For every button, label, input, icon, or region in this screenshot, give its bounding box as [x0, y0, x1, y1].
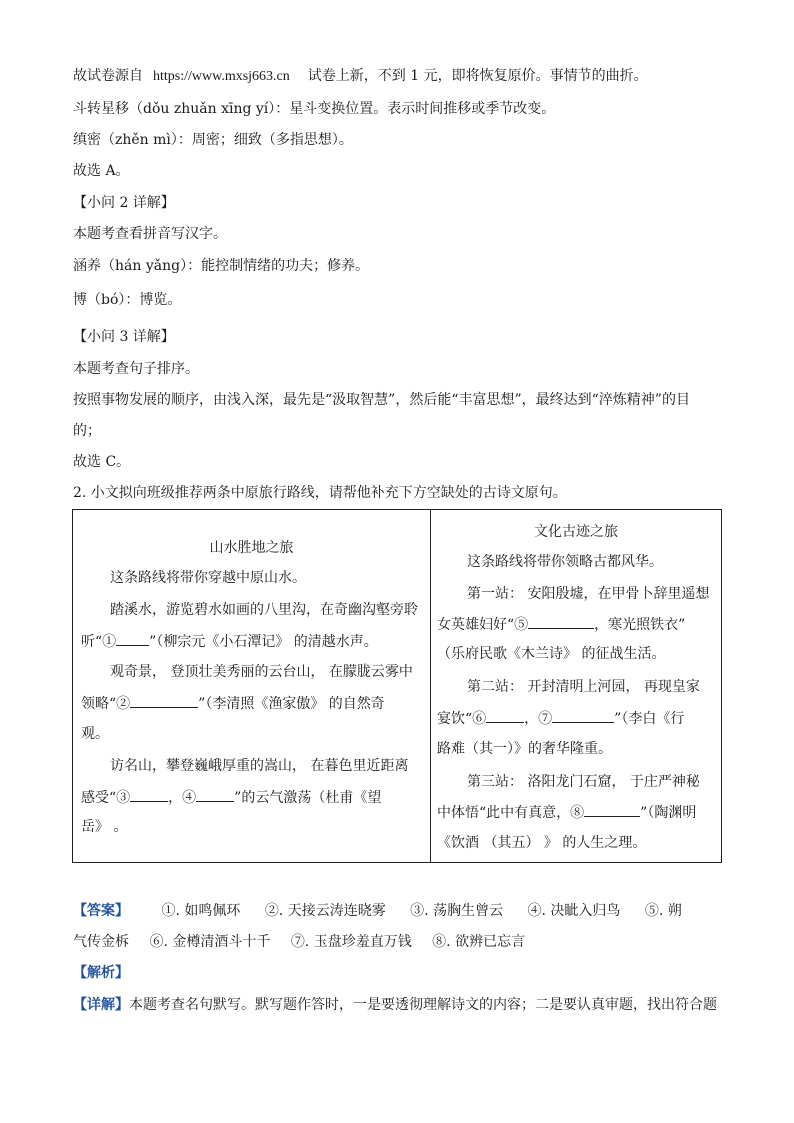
- blank-8[interactable]: [584, 802, 640, 817]
- analysis-heading: 【解析】: [73, 965, 129, 981]
- stop2-line1: 第二站： 开封清明上河园， 再现皇家: [467, 679, 700, 695]
- route-cell-culture: [431, 510, 722, 863]
- route-para3-line2: 感受“③ ，④ ”的云气激荡（杜甫《望: [81, 787, 381, 808]
- route-para2-line2: 领略“② ”（李清照《渔家傲》 的自然奇: [81, 693, 385, 714]
- blank-3[interactable]: [130, 787, 168, 802]
- source-url[interactable]: https://www.mxsj663.cn: [153, 69, 290, 84]
- analysis-detail: [73, 995, 717, 1015]
- line-bo: 博（bó）：博览。: [73, 292, 182, 308]
- route-intro-landscape: 这条路线将带你穿越中原山水。: [110, 570, 306, 586]
- answer-item-8: ⑧. 欲辨已忘言: [432, 934, 526, 950]
- line-order-reason-cont: 的；: [73, 423, 101, 439]
- stop3-line1: 第三站： 洛阳龙门石窟， 于庄严神秘: [467, 774, 700, 790]
- route-para2-line1: 观奇景， 登顶壮美秀丽的云台山， 在朦胧云雾中: [110, 664, 413, 680]
- line-q2-desc: 本题考查看拼音写汉字。: [73, 226, 227, 242]
- answer-item-4: ④. 决眦入归鸟: [527, 903, 621, 919]
- line-hanyang: 涵养（hán yǎng）：能控制情绪的功夫；修养。: [73, 258, 370, 274]
- answer-line-2: [73, 932, 525, 952]
- blank-5[interactable]: [528, 614, 594, 629]
- detail-text: 本题考查名句默写。默写题作答时，一是要透彻理解诗文的内容；二是要认真审题，找出符合题: [129, 997, 717, 1013]
- answer-item-6: ⑥. 金樽清酒斗十千: [149, 934, 271, 950]
- answer-item-1: ①. 如鸣佩环: [161, 903, 241, 919]
- answer-item-2: ②. 天接云涛连晓雾: [264, 903, 386, 919]
- blank-4[interactable]: [196, 787, 234, 802]
- answer-item-5-cont: 气传金柝: [73, 934, 129, 950]
- answer-label: 【答案】: [73, 903, 129, 919]
- stop3-line3: 《饮酒 （其五） 》 的人生之理。: [437, 835, 647, 851]
- section-q3-heading: 【小问 3 详解】: [73, 329, 175, 345]
- stop3-line2: 中体悟“此中有真意，⑧ ”（陶渊明: [437, 802, 696, 823]
- route-title-culture: 文化古迹之旅: [534, 524, 618, 540]
- routes-table: [72, 509, 722, 863]
- route-title-landscape: 山水胜地之旅: [209, 540, 294, 556]
- line-source: [73, 66, 648, 87]
- route-cell-landscape: [73, 510, 431, 863]
- line-q3-desc: 本题考查句子排序。: [73, 361, 199, 377]
- section-q2-heading: 【小问 2 详解】: [73, 195, 175, 211]
- route-para2-line3: 观。: [81, 726, 109, 742]
- answer-item-5: ⑤. 朔: [644, 903, 682, 919]
- route-para1-line2: 听“① ”（柳宗元《小石潭记》 的清越水声。: [81, 631, 378, 652]
- route-intro-culture: 这条路线将带你领略古都风华。: [467, 554, 663, 570]
- stop1-line2: 女英雄妇好“⑤ ，寒光照铁衣”: [437, 614, 685, 635]
- question-2-prompt: 2. 小文拟向班级推荐两条中原旅行路线，请帮他补充下方空缺处的古诗文原句。: [73, 485, 567, 501]
- answer-item-7: ⑦. 玉盘珍羞直万钱: [290, 934, 412, 950]
- line-douzhuanxingyi: 斗转星移（dǒu zhuǎn xīng yí）：星斗变换位置。表示时间推移或季节改变。: [73, 101, 556, 117]
- route-para3-line3: 岳》 。: [81, 819, 128, 835]
- line-order-reason: 按照事物发展的顺序，由浅入深，最先是“汲取智慧”，然后能“丰富思想”，最终达到“淬炼精神”的目: [73, 392, 690, 408]
- stop2-line3: 路难（其一）》的奢华隆重。: [437, 741, 612, 757]
- answer-line-1: [73, 901, 682, 921]
- detail-label: 【详解】: [73, 997, 129, 1013]
- route-para3-line1: 访名山，攀登巍峨厚重的嵩山， 在暮色里近距离: [110, 758, 409, 774]
- blank-2[interactable]: [130, 693, 198, 708]
- stop1-line1: 第一站： 安阳殷墟，在甲骨卜辞里遥想: [467, 586, 710, 602]
- line-choose-a: 故选 A。: [73, 163, 130, 179]
- route-para1-line1: 踏溪水，游览碧水如画的八里沟，在奇幽沟壑旁聆: [110, 602, 418, 618]
- answer-item-3: ③. 荡胸生曾云: [410, 903, 504, 919]
- line-choose-c: 故选 C。: [73, 454, 131, 470]
- blank-6[interactable]: [486, 708, 524, 723]
- source-prefix: 故试卷源自: [73, 68, 143, 84]
- stop1-line3: （乐府民歌《木兰诗》 的征战生活。: [437, 646, 666, 662]
- stop2-line2: 宴饮“⑥ ，⑦ ”（李白《行: [437, 708, 684, 729]
- blank-1[interactable]: [116, 631, 149, 646]
- line-zhenmi: 缜密（zhěn mì）：周密；细致（多指思想）。: [73, 132, 353, 148]
- blank-7[interactable]: [552, 708, 614, 723]
- source-suffix: 试卷上新，不到 1 元，即将恢复原价。事情节的曲折。: [307, 68, 648, 84]
